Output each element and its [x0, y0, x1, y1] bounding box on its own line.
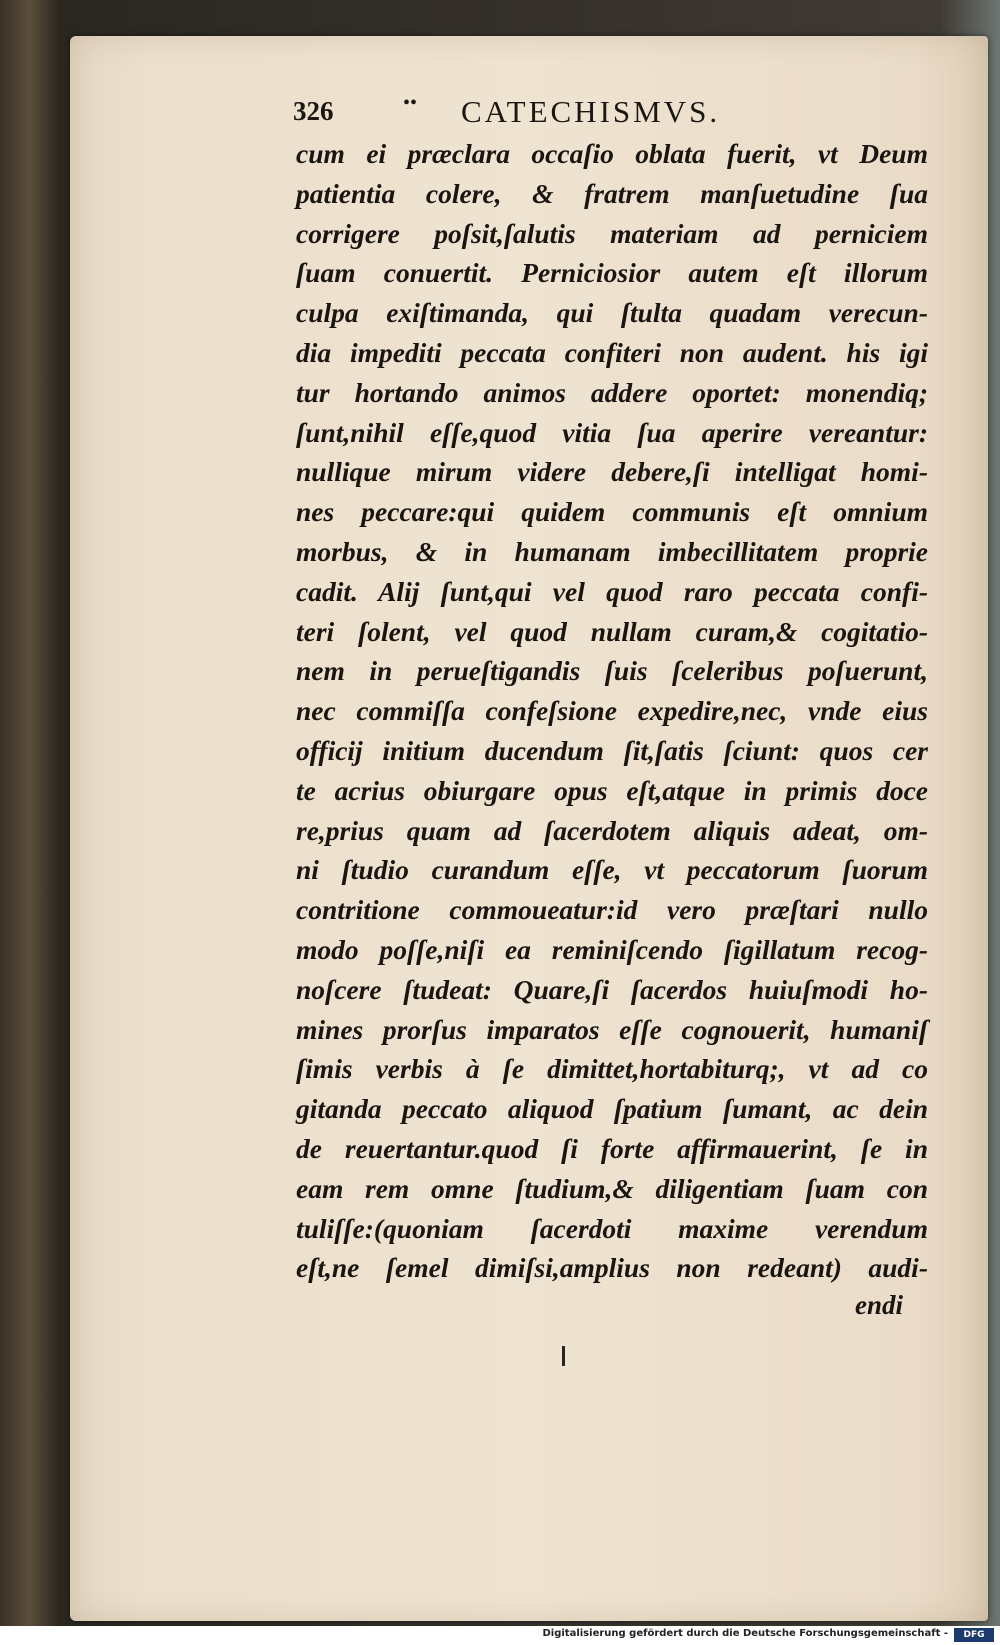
- text-line: te acrius obiurgare opus eſt,atque in primis doce: [296, 774, 928, 806]
- footer-credit: Digitalisierung gefördert durch die Deutsche Forschungsgemeinschaft -: [542, 1628, 948, 1639]
- text-line: nes peccare:qui quidem communis eſt omnium: [296, 496, 928, 528]
- text-line: morbus, & in humanam imbecillitatem proprie: [296, 535, 928, 567]
- text-line: ſimis verbis à ſe dimittet,hortabiturq;, vt ad co: [296, 1053, 928, 1085]
- text-line: nec commiſſa confeſsione expedire,nec, vnde eius: [296, 695, 928, 727]
- text-line: cadit. Alij ſunt,qui vel quod raro peccata confi-: [296, 575, 928, 607]
- page-number: 326: [293, 96, 334, 126]
- text-line: corrigere poſsit,ſalutis materiam ad perniciem: [296, 217, 928, 249]
- header-ornament: ••: [403, 92, 418, 114]
- text-line: mines prorſus imparatos eſſe cognouerit, humaniſ: [296, 1013, 928, 1045]
- text-line: patientia colere, & fratrem manſuetudine ſua: [296, 177, 928, 209]
- text-line: noſcere ſtudeat: Quare,ſi ſacerdos huiuſmodi ho-: [296, 973, 928, 1005]
- body-text: [296, 134, 928, 1288]
- text-line: cum ei præclara occaſio oblata fuerit, vt Deum: [296, 138, 928, 169]
- text-line: nem in perueſtigandis ſuis ſceleribus poſuerunt,: [296, 655, 928, 687]
- text-line: de reuertantur.quod ſi forte affirmauerint, ſe in: [296, 1132, 928, 1164]
- text-line: culpa exiſtimanda, qui ſtulta quadam verecun-: [296, 297, 928, 329]
- text-line: nullique mirum videre debere,ſi intelligat homi-: [296, 456, 928, 488]
- text-line: tur hortando animos addere oportet: monendiq;: [296, 376, 928, 408]
- ink-mark: [562, 1346, 565, 1366]
- text-line: ſunt,nihil eſſe,quod vitia ſua aperire vereantur:: [296, 416, 928, 448]
- text-line: tuliſſe:(quoniam ſacerdoti maxime verendum: [296, 1212, 928, 1244]
- text-line: re,prius quam ad ſacerdotem aliquis adeat, om-: [296, 814, 928, 846]
- text-line: ſuam conuertit. Perniciosior autem eſt illorum: [296, 257, 928, 289]
- text-line: dia impediti peccata confiteri non audent. his igi: [296, 336, 928, 368]
- text-line: contritione commoueatur:id vero præſtari nullo: [296, 894, 928, 926]
- dfg-logo-icon: DFG: [954, 1628, 994, 1642]
- catchword: endi: [855, 1290, 904, 1320]
- text-line: eſt,ne ſemel dimiſsi,amplius non redeant) audi-: [296, 1252, 928, 1284]
- page-header: [293, 92, 953, 132]
- text-line: gitanda peccato aliquod ſpatium ſumant, ac dein: [296, 1093, 928, 1125]
- running-head: CATECHISMVS.: [461, 94, 721, 129]
- text-line: teri ſolent, vel quod nullam curam,& cogitatio-: [296, 615, 928, 647]
- text-line: ni ſtudio curandum eſſe, vt peccatorum ſuorum: [296, 854, 928, 886]
- text-line: eam rem omne ſtudium,& diligentiam ſuam con: [296, 1172, 928, 1204]
- text-line: modo poſſe,niſi ea reminiſcendo ſigillatum recog-: [296, 933, 928, 965]
- footer-bar: [0, 1626, 1000, 1645]
- text-line: officij initium ducendum ſit,ſatis ſciunt: quos cer: [296, 734, 928, 766]
